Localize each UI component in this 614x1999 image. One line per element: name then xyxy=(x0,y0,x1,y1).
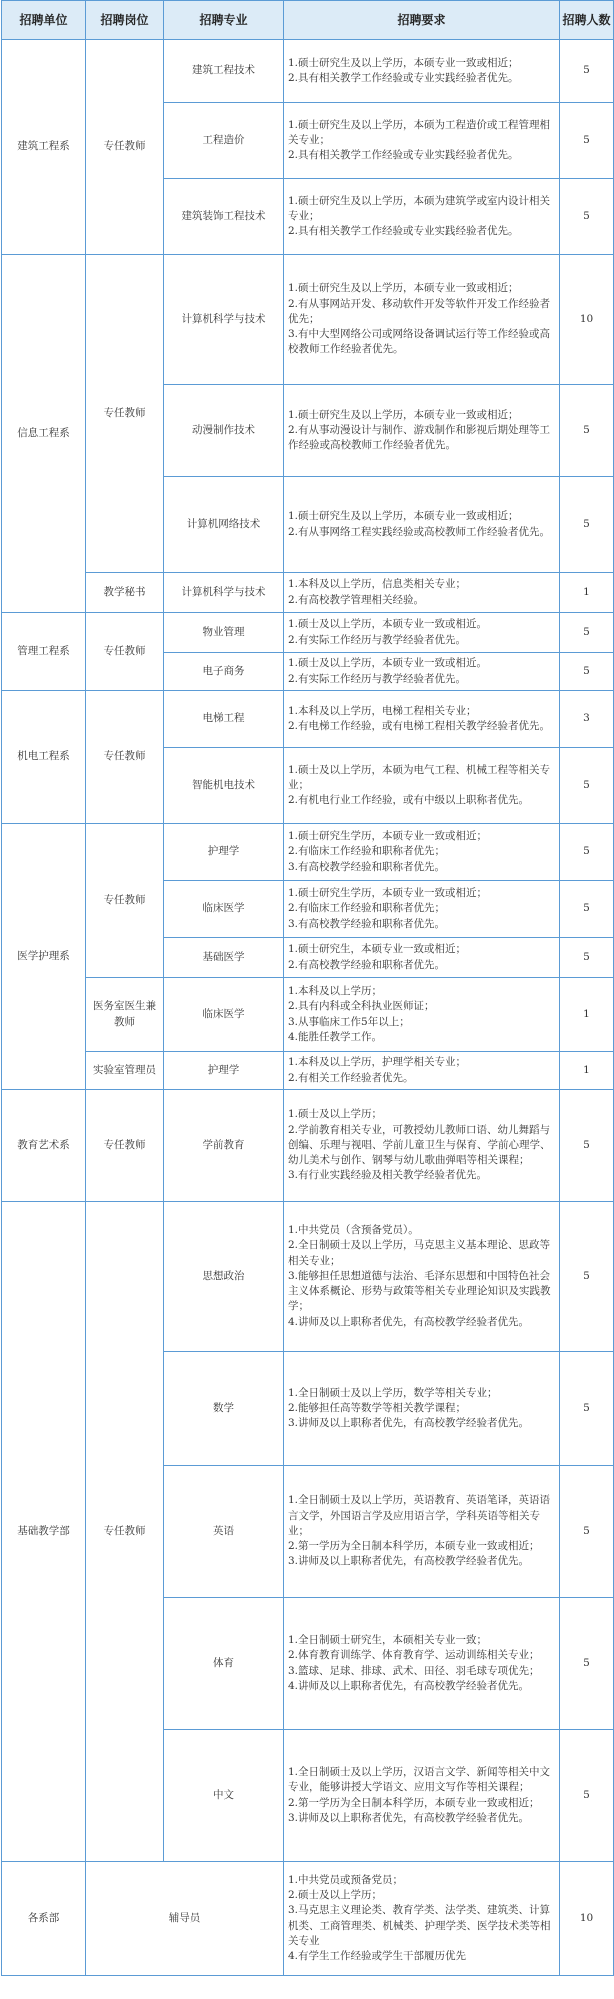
count-cell: 5 xyxy=(560,1466,614,1598)
major-cell: 电子商务 xyxy=(164,653,284,691)
major-cell: 工程造价 xyxy=(164,103,284,179)
requirements-cell: 1.硕士研究生及以上学历，本硕为建筑学或室内设计相关专业； 2.具有相关教学工作经验或专业实践经验者优先。 xyxy=(284,179,560,255)
unit-cell: 教育艺术系 xyxy=(2,1090,86,1202)
post-cell: 专任教师 xyxy=(86,40,164,255)
count-cell: 3 xyxy=(560,691,614,748)
unit-cell: 各系部 xyxy=(2,1862,86,1976)
post-cell: 专任教师 xyxy=(86,1090,164,1202)
recruitment-table xyxy=(1,0,614,1976)
major-cell: 英语 xyxy=(164,1466,284,1598)
requirements-cell: 1.硕士研究生学历，本硕专业一致或相近； 2.有临床工作经验和职称者优先； 3.有高校教学经验和职称者优先。 xyxy=(284,881,560,938)
requirements-cell: 1.硕士研究生及以上学历，本硕专业一致或相近； 2.有从事网站开发、移动软件开发等软件开发工作经验者优先； 3.有中大型网络公司或网络设备调试运行等工作经验或高校教师工作经验者优先。 xyxy=(284,255,560,385)
post-cell: 教学秘书 xyxy=(86,573,164,613)
count-cell: 10 xyxy=(560,255,614,385)
requirements-cell: 1.全日制硕士及以上学历，英语教育、英语笔译，英语语言文学，外国语言学及应用语言学，学科英语等相关专业； 2.第一学历为全日制本科学历，本硕专业一致或相近； 3.讲师及以上职称者优先，有高校教学经验者优先。 xyxy=(284,1466,560,1598)
requirements-cell: 1.硕士及以上学历； 2.学前教育相关专业，可教授幼儿教师口语、幼儿舞蹈与创编、乐理与视唱、学前儿童卫生与保育、学前心理学、幼儿美术与创作、钢琴与幼儿歌曲弹唱等相关课程； 3.有行业实践经验及相关教学经验者优先。 xyxy=(284,1090,560,1202)
post-cell: 医务室医生兼教师 xyxy=(86,978,164,1052)
major-cell: 电梯工程 xyxy=(164,691,284,748)
count-cell: 5 xyxy=(560,1202,614,1352)
header-requirements: 招聘要求 xyxy=(284,1,560,40)
major-cell: 基础医学 xyxy=(164,938,284,978)
post-cell: 辅导员 xyxy=(86,1862,284,1976)
major-cell: 计算机网络技术 xyxy=(164,477,284,573)
count-cell: 5 xyxy=(560,1352,614,1466)
count-cell: 5 xyxy=(560,179,614,255)
major-cell: 思想政治 xyxy=(164,1202,284,1352)
major-cell: 临床医学 xyxy=(164,881,284,938)
requirements-cell: 1.本科及以上学历，电梯工程相关专业； 2.有电梯工作经验，或有电梯工程相关教学经验者优先。 xyxy=(284,691,560,748)
table-row xyxy=(2,691,614,748)
requirements-cell: 1.本科及以上学历； 2.具有内科或全科执业医师证； 3.从事临床工作5年以上； 4.能胜任教学工作。 xyxy=(284,978,560,1052)
table-row xyxy=(2,978,614,1052)
requirements-cell: 1.本科及以上学历，护理学相关专业； 2.有相关工作经验者优先。 xyxy=(284,1052,560,1090)
requirements-cell: 1.硕士研究生学历，本硕专业一致或相近； 2.有临床工作经验和职称者优先； 3.有高校教学经验和职称者优先。 xyxy=(284,824,560,881)
requirements-cell: 1.硕士研究生及以上学历，本硕为工程造价或工程管理相关专业； 2.具有相关教学工作经验或专业实践经验者优先。 xyxy=(284,103,560,179)
unit-cell: 基础教学部 xyxy=(2,1202,86,1862)
count-cell: 10 xyxy=(560,1862,614,1976)
major-cell: 建筑装饰工程技术 xyxy=(164,179,284,255)
major-cell: 计算机科学与技术 xyxy=(164,573,284,613)
unit-cell: 医学护理系 xyxy=(2,824,86,1090)
count-cell: 5 xyxy=(560,1090,614,1202)
unit-cell: 建筑工程系 xyxy=(2,40,86,255)
count-cell: 5 xyxy=(560,40,614,103)
requirements-cell: 1.本科及以上学历，信息类相关专业； 2.有高校教学管理相关经验。 xyxy=(284,573,560,613)
count-cell: 5 xyxy=(560,613,614,653)
major-cell: 建筑工程技术 xyxy=(164,40,284,103)
count-cell: 5 xyxy=(560,938,614,978)
unit-cell: 信息工程系 xyxy=(2,255,86,613)
header-major: 招聘专业 xyxy=(164,1,284,40)
post-cell: 专任教师 xyxy=(86,691,164,824)
post-cell: 实验室管理员 xyxy=(86,1052,164,1090)
requirements-cell: 1.中共党员（含预备党员）。 2.全日制硕士及以上学历，马克思主义基本理论、思政等相关专业； 3.能够担任思想道德与法治、毛泽东思想和中国特色社会主义体系概论、形势与政策等相关专业理论知识及实践教学； 4.讲师及以上职称者优先，有高校教学经验者优先。 xyxy=(284,1202,560,1352)
count-cell: 5 xyxy=(560,1730,614,1862)
header-unit: 招聘单位 xyxy=(2,1,86,40)
count-cell: 5 xyxy=(560,477,614,573)
requirements-cell: 1.全日制硕士研究生，本硕相关专业一致； 2.体育教育训练学、体育教育学、运动训练相关专业； 3.篮球、足球、排球、武术、田径、羽毛球专项优先； 4.讲师及以上职称者优先，有高校教学经验者优先。 xyxy=(284,1598,560,1730)
header-count: 招聘人数 xyxy=(560,1,614,40)
table-row xyxy=(2,1090,614,1202)
requirements-cell: 1.硕士研究生，本硕专业一致或相近； 2.有高校教学经验和职称者优先。 xyxy=(284,938,560,978)
requirements-cell: 1.硕士研究生及以上学历，本硕专业一致或相近； 2.具有相关教学工作经验或专业实践经验者优先。 xyxy=(284,40,560,103)
requirements-cell: 1.硕士研究生及以上学历，本硕专业一致或相近； 2.有从事网络工程实践经验或高校教师工作经验者优先。 xyxy=(284,477,560,573)
table-row xyxy=(2,1052,614,1090)
unit-cell: 机电工程系 xyxy=(2,691,86,824)
count-cell: 5 xyxy=(560,1598,614,1730)
requirements-cell: 1.全日制硕士及以上学历，汉语言文学、新闻等相关中文专业，能够讲授大学语文、应用文写作等相关课程； 2.第一学历为全日制本科学历，本硕专业一致或相近； 3.讲师及以上职称者优先，有高校教学经验者优先。 xyxy=(284,1730,560,1862)
post-cell: 专任教师 xyxy=(86,824,164,978)
post-cell: 专任教师 xyxy=(86,1202,164,1862)
table-row xyxy=(2,255,614,385)
major-cell: 护理学 xyxy=(164,1052,284,1090)
major-cell: 数学 xyxy=(164,1352,284,1466)
table-row xyxy=(2,40,614,103)
major-cell: 学前教育 xyxy=(164,1090,284,1202)
major-cell: 临床医学 xyxy=(164,978,284,1052)
table-row xyxy=(2,613,614,653)
count-cell: 5 xyxy=(560,824,614,881)
major-cell: 物业管理 xyxy=(164,613,284,653)
count-cell: 5 xyxy=(560,881,614,938)
requirements-cell: 1.硕士研究生及以上学历，本硕专业一致或相近； 2.有从事动漫设计与制作、游戏制作和影视后期处理等工作经验或高校教师工作经验者优先。 xyxy=(284,385,560,477)
count-cell: 1 xyxy=(560,573,614,613)
major-cell: 体育 xyxy=(164,1598,284,1730)
count-cell: 1 xyxy=(560,978,614,1052)
header-row xyxy=(2,1,614,40)
count-cell: 5 xyxy=(560,385,614,477)
post-cell: 专任教师 xyxy=(86,613,164,691)
unit-cell: 管理工程系 xyxy=(2,613,86,691)
table-row xyxy=(2,824,614,881)
requirements-cell: 1.中共党员或预备党员； 2.硕士及以上学历； 3.马克思主义理论类、教育学类、法学类、建筑类、计算机类、工商管理类、机械类、护理学类、医学技术类等相关专业 4.有学生工作经验或学生干部履历优先 xyxy=(284,1862,560,1976)
table-row xyxy=(2,573,614,613)
requirements-cell: 1.全日制硕士及以上学历，数学等相关专业； 2.能够担任高等数学等相关教学课程； 3.讲师及以上职称者优先，有高校教学经验者优先。 xyxy=(284,1352,560,1466)
major-cell: 动漫制作技术 xyxy=(164,385,284,477)
requirements-cell: 1.硕士及以上学历，本硕专业一致或相近。 2.有实际工作经历与教学经验者优先。 xyxy=(284,653,560,691)
requirements-cell: 1.硕士及以上学历，本硕专业一致或相近。 2.有实际工作经历与教学经验者优先。 xyxy=(284,613,560,653)
major-cell: 中文 xyxy=(164,1730,284,1862)
major-cell: 智能机电技术 xyxy=(164,748,284,824)
header-post: 招聘岗位 xyxy=(86,1,164,40)
count-cell: 5 xyxy=(560,653,614,691)
count-cell: 5 xyxy=(560,103,614,179)
requirements-cell: 1.硕士及以上学历，本硕为电气工程、机械工程等相关专业； 2.有机电行业工作经验，或有中级以上职称者优先。 xyxy=(284,748,560,824)
post-cell: 专任教师 xyxy=(86,255,164,573)
table-row xyxy=(2,1202,614,1352)
count-cell: 1 xyxy=(560,1052,614,1090)
table-row xyxy=(2,1862,614,1976)
count-cell: 5 xyxy=(560,748,614,824)
major-cell: 计算机科学与技术 xyxy=(164,255,284,385)
major-cell: 护理学 xyxy=(164,824,284,881)
